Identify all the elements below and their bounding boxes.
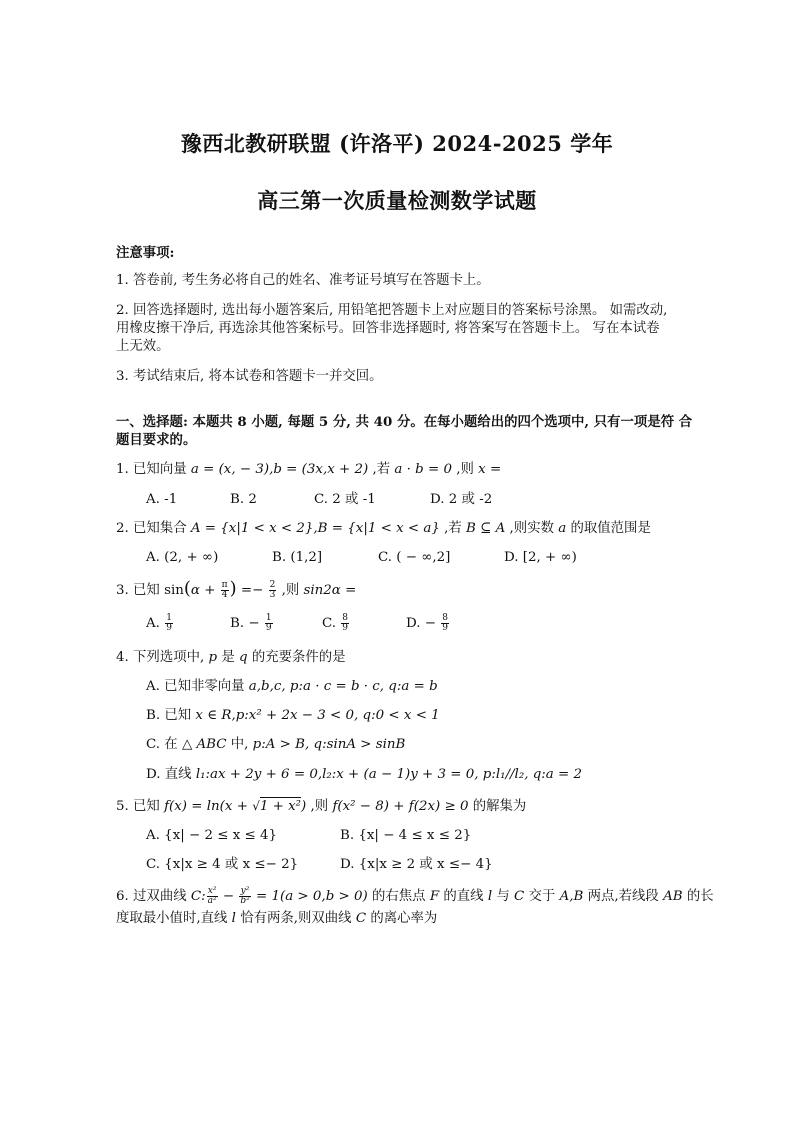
q1-stem-math3: x = bbox=[478, 462, 502, 477]
q2-stem bbox=[116, 520, 651, 538]
note-2-line3: 上无效。 bbox=[116, 339, 170, 354]
q6-f1-den: a² bbox=[207, 896, 217, 906]
q5-option-b: B. {x| − 4 ≤ x ≤ 2} bbox=[340, 828, 472, 843]
q6-F: F bbox=[429, 889, 440, 904]
q3-rhs-num: 2 bbox=[269, 580, 276, 590]
q1-option-d: D. 2 或 -2 bbox=[430, 492, 493, 507]
q2-stem-math: A = {x|1 < x < 2},B = {x|1 < x < a} bbox=[190, 521, 440, 536]
q4-option-d bbox=[146, 766, 582, 784]
note-2-line1: 2. 回答选择题时, 选出每小题答案后, 用铅笔把答题卡上对应题目的答案标号涂黑。 如需改动, bbox=[116, 303, 668, 318]
q2-stem-end: 的取值范围是 bbox=[566, 521, 651, 536]
q5-stem-math2: f(x² − 8) + f(2x) ≥ 0 bbox=[332, 799, 469, 814]
q3-option-d bbox=[406, 614, 450, 633]
q5-option-d: D. {x|x ≥ 2 或 x ≤− 4} bbox=[340, 857, 493, 872]
q4-c-math2: p:A > B, q:sinA > sinB bbox=[252, 737, 406, 752]
q6-mid2: 的直线 bbox=[439, 889, 488, 904]
q3-paren-close: ) bbox=[229, 578, 237, 599]
q5-stem-suffix: 的解集为 bbox=[468, 799, 527, 814]
q2-option-d: D. [2, + ∞) bbox=[504, 550, 577, 565]
q3-rhs-den: 3 bbox=[269, 590, 276, 600]
q3-d-label: D. − bbox=[406, 616, 441, 631]
q3-d-num: 8 bbox=[442, 613, 448, 623]
q4-b-text: B. 已知 bbox=[146, 708, 196, 723]
q3-c-num: 8 bbox=[342, 613, 349, 623]
q2-option-b: B. (1,2] bbox=[272, 550, 323, 565]
q3-option-a bbox=[146, 614, 174, 633]
notes-heading: 注意事项: bbox=[116, 245, 175, 261]
q4-option-c bbox=[146, 736, 405, 754]
q3-stem-math: sin2α = bbox=[303, 583, 357, 598]
q4-stem-mid: 是 bbox=[217, 650, 239, 665]
q3-d-fraction bbox=[441, 614, 449, 633]
section1-heading-line1: 一、选择题: 本题共 8 小题, 每题 5 分, 共 40 分。在每小题给出的四个选项中, 只有一项是符 合 bbox=[116, 414, 693, 430]
q3-rhs-fraction bbox=[269, 581, 277, 600]
sqrt-sign-icon: √ bbox=[252, 799, 260, 813]
q6-f1-num: x² bbox=[207, 886, 217, 896]
q3-d-den: 9 bbox=[442, 623, 448, 633]
q3-eq-neg: =− bbox=[236, 583, 268, 598]
q6-mid6: 的长 bbox=[682, 889, 714, 904]
q3-stem-suffix: ,则 bbox=[277, 583, 304, 598]
section1-heading-line2: 题目要求的。 bbox=[116, 432, 197, 448]
q1-stem-mid: ,若 bbox=[368, 462, 395, 477]
q4-stem-prefix: 4. 下列选项中, bbox=[116, 650, 209, 665]
q6-l: l bbox=[487, 889, 493, 904]
q3-a-fraction bbox=[165, 614, 173, 633]
q5-sqrt-body: 1 + x² bbox=[259, 799, 302, 814]
q3-b-label: B. − bbox=[230, 616, 264, 631]
q3-pi-fraction bbox=[221, 581, 229, 600]
q6-line2-b: 恰有两条,则双曲线 bbox=[235, 911, 356, 926]
q4-a-text: A. 已知非零向量 bbox=[146, 679, 249, 694]
q6-AB2: AB bbox=[663, 889, 683, 904]
q3-stem-prefix: 3. 已知 bbox=[116, 583, 165, 598]
q3-sin: sin bbox=[164, 583, 184, 598]
q2-stem-math3: a bbox=[558, 521, 567, 536]
q1-stem-suffix: ,则 bbox=[451, 462, 479, 477]
q6-stem-line1 bbox=[116, 887, 714, 906]
q2-stem-mid: ,若 bbox=[439, 521, 467, 536]
q6-f2-den: b² bbox=[240, 896, 250, 906]
q3-pi-num: π bbox=[221, 580, 228, 590]
q3-pi-den: 4 bbox=[221, 590, 228, 600]
q1-stem-math: a = (x, − 3),b = (3x,x + 2) bbox=[190, 462, 369, 477]
q4-stem bbox=[116, 649, 346, 667]
q6-c-label: C: bbox=[190, 889, 206, 904]
exam-title-line2: 高三第一次质量检测数学试题 bbox=[257, 188, 537, 213]
q1-stem-math2: a · b = 0 bbox=[394, 462, 452, 477]
note-2-line2: 用橡皮擦干净后, 再选涂其他答案标号。回答非选择题时, 将答案写在答题卡上。 写在本试卷 bbox=[116, 321, 660, 336]
q4-option-b bbox=[146, 707, 440, 725]
q3-b-fraction bbox=[265, 614, 273, 633]
q3-a-label: A. bbox=[146, 616, 165, 631]
q2-option-a: A. (2, + ∞) bbox=[146, 550, 219, 565]
note-3: 3. 考试结束后, 将本试卷和答题卡一并交回。 bbox=[116, 369, 383, 384]
note-1: 1. 答卷前, 考生务必将自己的姓名、准考证号填写在答题卡上。 bbox=[116, 273, 490, 288]
q2-stem-math2: B ⊆ A bbox=[466, 521, 506, 536]
q5-stem-math1: f(x) = ln(x + bbox=[164, 799, 253, 814]
q1-option-a: A. -1 bbox=[146, 492, 178, 507]
q3-b-den: 9 bbox=[265, 623, 272, 633]
q4-option-a bbox=[146, 678, 438, 696]
q4-a-math: a,b,c, p:a · c = b · c, q:a = b bbox=[248, 679, 438, 694]
q6-fraction2 bbox=[239, 887, 250, 906]
q6-mid4: 交于 bbox=[524, 889, 560, 904]
q5-stem-mid: ,则 bbox=[306, 799, 333, 814]
q3-b-num: 1 bbox=[265, 613, 272, 623]
q6-line2-a: 度取最小值时,直线 bbox=[116, 911, 232, 926]
q4-d-math: l₁:ax + 2y + 6 = 0,l₂:x + (a − 1)y + 3 = 0, p:l₁//l₂, q:a = 2 bbox=[195, 767, 583, 782]
q2-option-c: C. ( − ∞,2] bbox=[378, 550, 451, 565]
q6-C2: C bbox=[355, 911, 367, 926]
q6-eq: = 1(a > 0,b > 0) bbox=[251, 889, 368, 904]
q1-option-c: C. 2 或 -1 bbox=[314, 492, 376, 507]
q6-AB: A,B bbox=[559, 889, 584, 904]
q5-stem-math1-end: ) bbox=[301, 799, 307, 814]
q3-option-b bbox=[230, 614, 274, 633]
q3-stem bbox=[116, 580, 356, 600]
q3-c-label: C. bbox=[322, 616, 341, 631]
q6-mid3: 与 bbox=[492, 889, 515, 904]
q3-a-den: 9 bbox=[166, 623, 172, 633]
q3-option-c bbox=[322, 614, 350, 633]
exam-title-line1: 豫西北教研联盟 (许洛平) 2024-2025 学年 bbox=[180, 131, 614, 156]
q6-stem-line2 bbox=[116, 910, 437, 928]
q5-option-a: A. {x| − 2 ≤ x ≤ 4} bbox=[146, 828, 278, 843]
q4-stem-q: q bbox=[238, 650, 248, 665]
q1-stem bbox=[116, 461, 501, 479]
q4-stem-suffix: 的充要条件的是 bbox=[247, 650, 346, 665]
q6-minus: − bbox=[218, 889, 239, 904]
q4-stem-p: p bbox=[208, 650, 218, 665]
q3-alpha-plus: α + bbox=[190, 583, 220, 598]
q3-paren-open: ( bbox=[183, 578, 191, 599]
q4-d-text: D. 直线 bbox=[146, 767, 196, 782]
q1-stem-prefix: 1. 已知向量 bbox=[116, 462, 191, 477]
q6-line2-c: 的离心率为 bbox=[366, 911, 438, 926]
q6-l2: l bbox=[231, 911, 236, 926]
q2-stem-prefix: 2. 已知集合 bbox=[116, 521, 191, 536]
q1-option-b: B. 2 bbox=[230, 492, 257, 507]
q3-c-fraction bbox=[341, 614, 349, 633]
q3-c-den: 9 bbox=[342, 623, 349, 633]
q6-mid1: 的右焦点 bbox=[367, 889, 430, 904]
q3-a-num: 1 bbox=[166, 613, 172, 623]
q2-stem-suffix: ,则实数 bbox=[505, 521, 559, 536]
q6-f2-num: y² bbox=[240, 886, 250, 896]
q4-c-math1: △ ABC bbox=[181, 737, 227, 752]
q5-stem bbox=[116, 797, 526, 816]
q4-b-math: x ∈ R,p:x² + 2x − 3 < 0, q:0 < x < 1 bbox=[195, 708, 440, 723]
q6-C: C bbox=[514, 889, 525, 904]
q4-c-text: C. 在 bbox=[146, 737, 182, 752]
q6-fraction1 bbox=[207, 887, 218, 906]
q5-option-c: C. {x|x ≥ 4 或 x ≤− 2} bbox=[146, 857, 299, 872]
q6-stem-prefix: 6. 过双曲线 bbox=[116, 889, 191, 904]
q5-stem-prefix: 5. 已知 bbox=[116, 799, 165, 814]
q4-c-mid: 中, bbox=[226, 737, 253, 752]
q6-mid5: 两点,若线段 bbox=[583, 889, 664, 904]
